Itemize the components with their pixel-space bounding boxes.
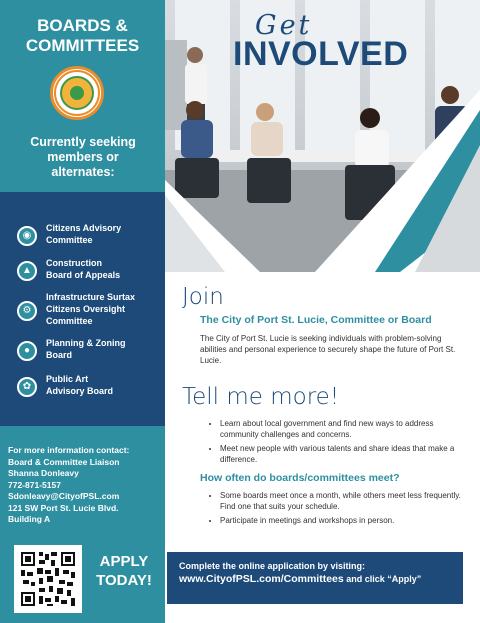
seal-icon (53, 69, 101, 117)
building-icon: ▲ (17, 261, 37, 281)
apply-today-callout: APPLY TODAY! (96, 553, 152, 589)
committee-citizens-advisory: ◉ Citizens Advisory Committee (0, 222, 165, 262)
planning-icon: ● (17, 341, 37, 361)
meeting-frequency-heading: How often do boards/committees meet? (200, 472, 400, 484)
committee-public-art: ✿ Public Art Advisory Board (0, 373, 165, 413)
contact-phone-link[interactable]: 772-871-5157 (8, 479, 61, 490)
application-url-link[interactable]: www.CityofPSL.com/Committees (179, 573, 344, 585)
committee-construction-board: ▲ Construction Board of Appeals (0, 257, 165, 297)
join-subheading: The City of Port St. Lucie, Committee or Board (200, 314, 432, 326)
committee-infrastructure-surtax: ⚙ Infrastructure Surtax Citizens Oversight Committee (0, 291, 165, 337)
list-item: • Learn about local government and find new ways to address community challenges and concerns. (220, 418, 462, 440)
qr-code-icon (19, 550, 77, 608)
tell-me-more-list (210, 418, 462, 468)
meeting-frequency-list (210, 490, 462, 529)
committee-list (0, 192, 165, 426)
people-icon: ◉ (17, 226, 37, 246)
involved-heading: INVOLVED (233, 35, 409, 73)
sidebar-title: BOARDS & COMMITTEES (25, 16, 140, 55)
sidebar (0, 0, 165, 623)
contact-info: For more information contact: Board & Committee Liaison Shanna Donleavy 772-871-5157 Sdonleavy@CityofPSL.com 121 SW Port St. Lucie Blvd. Building A (8, 445, 160, 526)
get-heading: Get (255, 10, 313, 41)
list-item: • Some boards meet once a month, while others meet less frequently. Find one that suits your schedule. (220, 490, 462, 512)
list-item: • Meet new people with various talents and share ideas that make a difference. (220, 443, 462, 465)
contact-email-link[interactable]: Sdonleavy@CityofPSL.com (8, 491, 120, 501)
apply-online-banner: Complete the online application by visiting: www.CityofPSL.com/Committees and click “Apply” (167, 552, 463, 604)
tell-me-more-heading: Tell me more! (182, 384, 340, 410)
list-item: • Participate in meetings and workshops in person. (220, 515, 462, 526)
seeking-text: Currently seeking members or alternates: (30, 135, 136, 179)
committee-planning-zoning: ● Planning & Zoning Board (0, 337, 165, 377)
join-heading: Join (182, 284, 224, 310)
qr-code[interactable] (14, 545, 82, 613)
city-seal-logo (50, 66, 104, 120)
infrastructure-icon: ⚙ (17, 301, 37, 321)
join-body-text: The City of Port St. Lucie is seeking individuals with problem-solving abilities and personal experience to securely shape the future of Port St. Lucie. (200, 334, 456, 365)
art-icon: ✿ (17, 377, 37, 397)
